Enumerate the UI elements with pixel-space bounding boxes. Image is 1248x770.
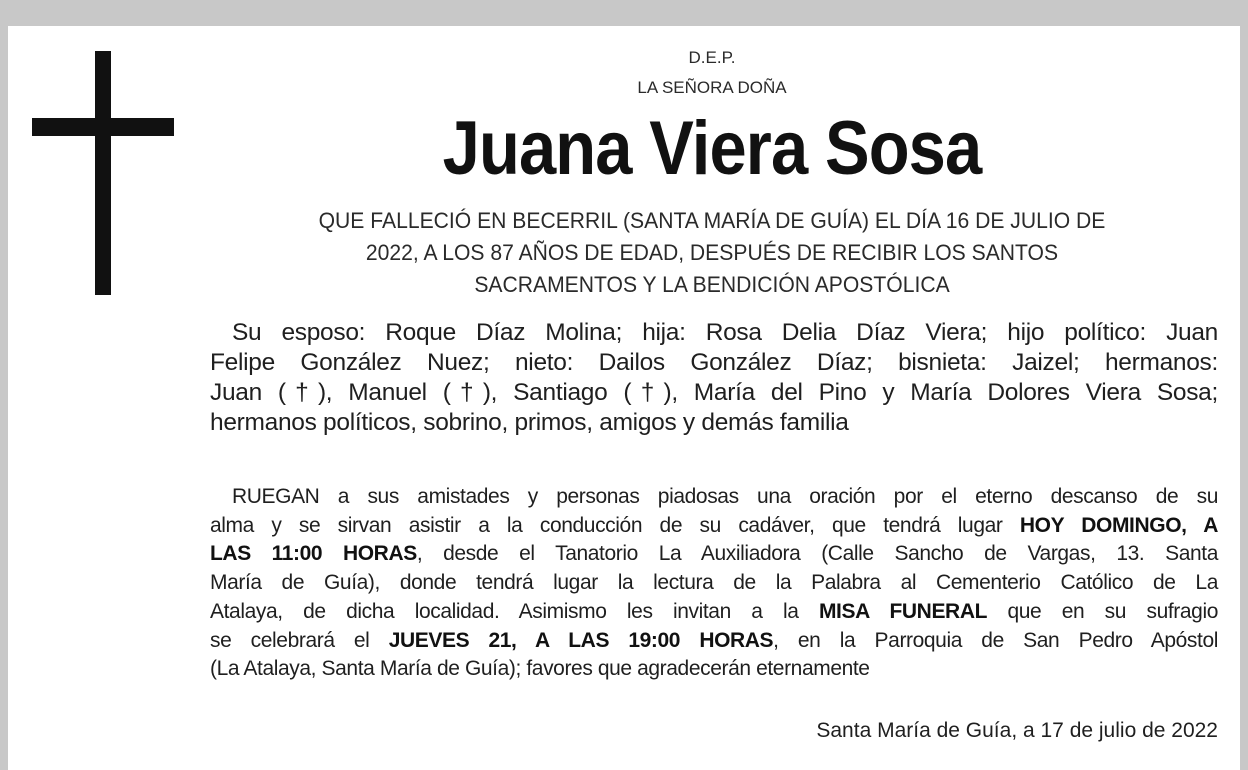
ceremony-text: alma y se sirvan asistir a la conducción de su cadáver, que tendrá lugar: [210, 513, 1020, 537]
ceremony-highlight: HOY DOMINGO, A: [1019, 513, 1218, 537]
deceased-name: Juana Viera Sosa: [442, 106, 982, 191]
ceremony-text: se celebrará el: [210, 628, 389, 652]
ceremony-text: , desde el Tanatorio La Auxiliadora (Calle Sancho de Vargas, 13. Santa: [416, 542, 1218, 566]
ceremony-line: [210, 512, 1218, 541]
top-border: [0, 0, 1248, 26]
ceremony-highlight: JUEVES 21, A LAS 19:00 HORAS: [388, 628, 774, 652]
ceremony-highlight: MISA FUNERAL: [818, 599, 988, 623]
dep-label: D.E.P.: [688, 48, 736, 67]
death-info-line: 2022, A LOS 87 AÑOS DE EDAD, DESPUÉS DE RECIBIR LOS SANTOS: [365, 240, 1059, 265]
ceremony-text: Atalaya, de dicha localidad. Asimismo les invitan a la: [210, 599, 819, 623]
family-line: Su esposo: Roque Díaz Molina; hija: Rosa Delia Díaz Viera; hijo político: Juan: [232, 319, 1218, 346]
place-date-signoff: Santa María de Guía, a 17 de julio de 2022: [816, 719, 1218, 742]
ceremony-highlight: LAS 11:00 HORAS: [210, 542, 417, 566]
salutation: LA SEÑORA DOÑA: [637, 78, 787, 97]
family-line: Juan (†), Manuel (†), Santiago (†), María del Pino y María Dolores Viera Sosa;: [210, 379, 1218, 406]
ceremony-text: que en su sufragio: [987, 599, 1218, 623]
cross-icon: [95, 51, 111, 295]
cross-icon-bar: [32, 118, 174, 136]
ceremony-text: María de Guía), donde tendrá lugar la lectura de la Palabra al Cementerio Católico de La: [210, 571, 1218, 595]
ceremony-line: [210, 598, 1218, 627]
family-paragraph: [210, 318, 1218, 438]
ceremony-line: [210, 655, 1218, 684]
family-line: Felipe González Nuez; nieto: Dailos González Díaz; bisnieta: Jaizel; hermanos:: [210, 349, 1218, 376]
death-info-line: QUE FALLECIÓ EN BECERRIL (SANTA MARÍA DE GUÍA) EL DÍA 16 DE JULIO DE: [318, 208, 1106, 233]
ceremony-line: [210, 483, 1218, 512]
ceremony-text: , en la Parroquia de San Pedro Apóstol: [773, 628, 1218, 652]
death-info-line: SACRAMENTOS Y LA BENDICIÓN APOSTÓLICA: [474, 272, 950, 297]
ceremony-text: RUEGAN a sus amistades y personas piadosas una oración por el eterno descanso de su: [232, 485, 1218, 508]
family-line: hermanos políticos, sobrino, primos, amigos y demás familia: [210, 409, 849, 436]
ceremony-text: (La Atalaya, Santa María de Guía); favores que agradecerán eternamente: [210, 657, 870, 681]
ceremony-line: [210, 569, 1218, 598]
ceremony-paragraph: [210, 483, 1218, 684]
ceremony-line: [210, 627, 1218, 656]
ceremony-line: [210, 540, 1218, 569]
